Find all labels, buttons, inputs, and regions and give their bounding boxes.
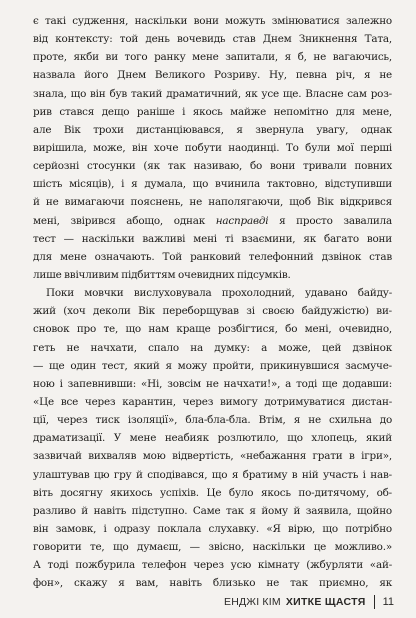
text-line: Поки мовчки вислуховувала прохолодний, удавано байду-: [46, 287, 392, 300]
text-line: проте, якби ви того ранку мене запитали, я б, не вагаючись,: [33, 51, 392, 64]
text-line: — ще один тест, який я можу пройти, прикинувшися засмуче-: [33, 359, 392, 372]
text-line: й не вимагаючи пояснень, не наполягаючи, щоб Вік відкрився: [33, 196, 392, 209]
text-line: для мене означають. Той ранковий телефонний дзвінок став: [33, 250, 392, 263]
text-line: драматизації. У мене неабияк розлютило, що хлопець, який: [33, 432, 392, 445]
text-line: жий (хоч деколи Вік переборщував зі своєю байдужістю) ви-: [33, 305, 392, 318]
text-line: А тоді пожбурила телефон через усю кімнату (жбурляти «ай-: [33, 559, 392, 572]
text-line: вирішила, може, він хоче побути наодинці. То були мої перші: [33, 141, 392, 154]
body-text: [33, 12, 392, 593]
text-line: є такі судження, наскільки вони можуть змінюватися залежно: [33, 15, 392, 27]
text-line: улаштував цю гру й сподівався, що я братиму в ній участь і нав-: [33, 468, 392, 481]
text-line: геть не начхати, спало на думку: а може, цей дзвінок: [33, 341, 392, 354]
footer-book-title: ХИТКЕ ЩАСТЯ: [285, 596, 366, 608]
paragraph-2: [33, 284, 392, 592]
text-line: ції, через тиск ізоляції», бла-бла-бла. Втім, я не схильна до: [33, 414, 392, 427]
text-line: але Вік трохи дистанціювався, я звернула увагу, однак: [33, 123, 392, 136]
running-footer: [224, 595, 394, 609]
text-line: знала, що він був такий драматичний, як усе ще. Власне сам роз-: [33, 87, 392, 100]
text-line: фон», скажу я вам, навіть близько не так приємно, як: [33, 577, 392, 590]
text-line: сновок про те, що нам краще розбігтися, бо мені, очевидно,: [33, 323, 392, 336]
text-line: лише ввічливим підбиттям очевидних підсумків.: [33, 268, 291, 281]
text-line: ною і запевнивши: «Ні, зовсім не начхати!», а тоді ще додавши:: [33, 377, 392, 390]
page-number: 11: [382, 596, 394, 608]
text-line: тест — наскільки важливі мені ті взаємини, як багато вони: [33, 232, 392, 245]
text-line: «Це все через карантин, через вимогу дотримуватися дистан-: [33, 395, 392, 408]
text-line: від контексту: той день вочевидь став Днем Зникнення Тата,: [33, 33, 392, 46]
footer-divider: [374, 595, 375, 609]
text-line: рив стався дещо раніше і якось майже непомітно для мене,: [33, 105, 392, 118]
text-line: серйозні стосунки (як так називаю, бо вони тривали повних: [33, 160, 392, 173]
paragraph-1: [33, 12, 392, 284]
text-line: зазвичай вихваляв мою відвертість, «небажання грати в ігри»,: [33, 450, 392, 463]
text-line: мені, звірився абощо, однак насправді я просто завалила: [33, 214, 393, 227]
text-line: назвала його Днем Великого Розриву. Ну, певна річ, я не: [33, 69, 392, 82]
text-line: говорити те, що думаєш, — звісно, наскільки це можливо.»: [33, 541, 392, 554]
footer-author: ЕНДЖІ КІМ: [224, 596, 281, 608]
text-line: разливо й навіть підступно. Саме так я йому й заявила, щойно: [33, 504, 392, 517]
text-line: шість місяців), і я думала, що вчинила тактовно, відступивши: [33, 178, 392, 191]
text-line: він замовк, і одразу поклала слухавку. «Я вірю, що потрібно: [33, 522, 392, 535]
text-line: віть досягну якихось успіхів. Це було якось по-дитячому, об-: [33, 486, 392, 499]
